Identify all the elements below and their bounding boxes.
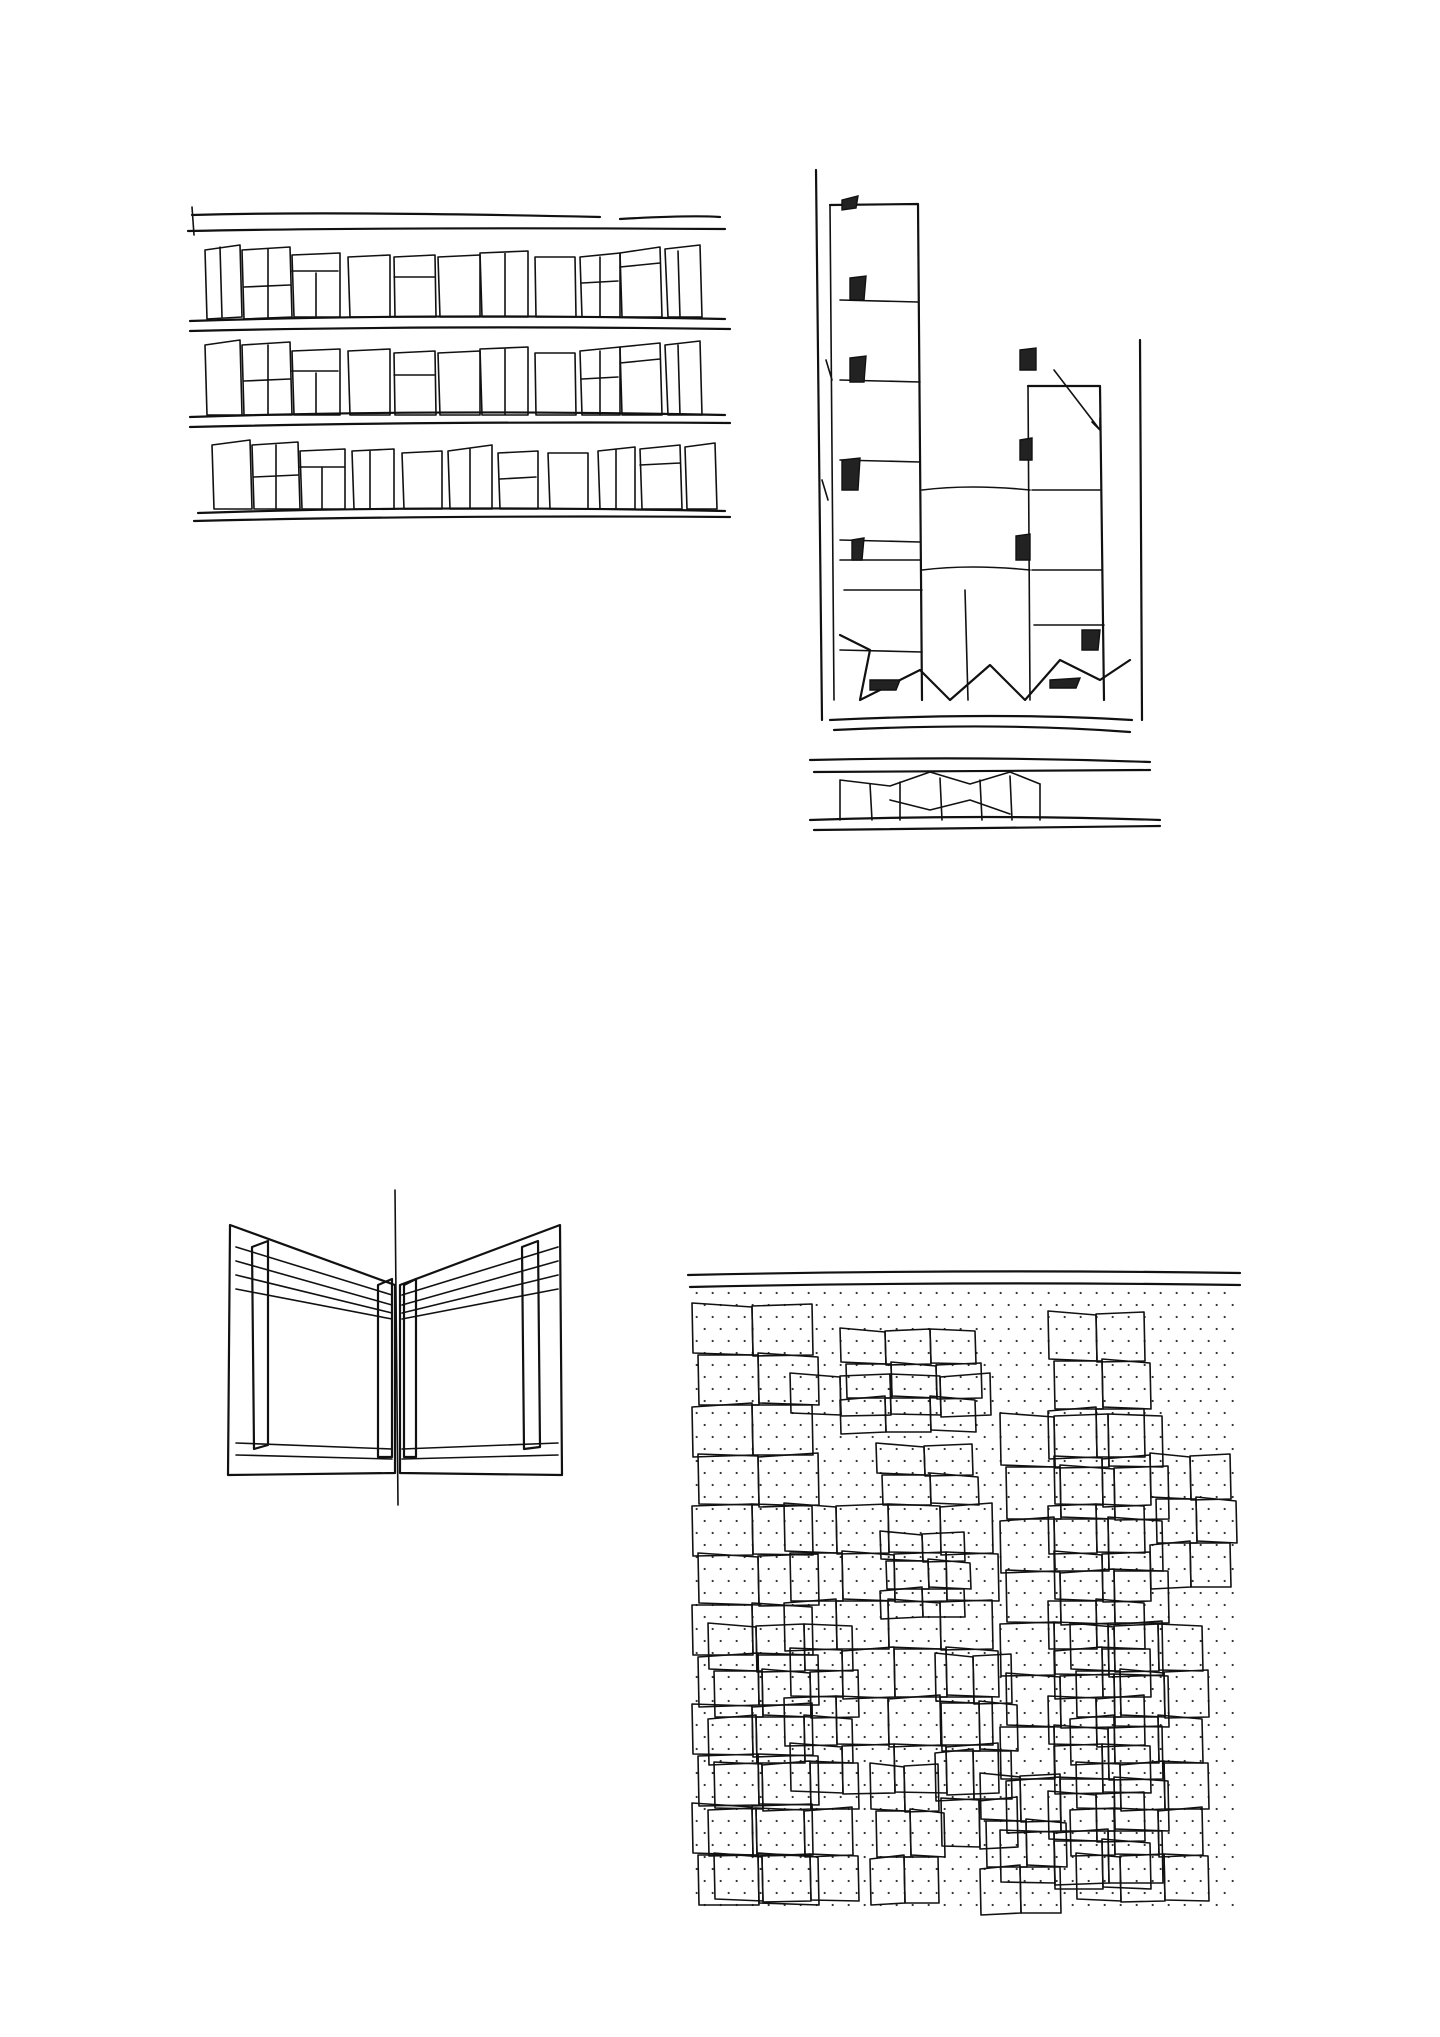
facade-panel (890, 1374, 941, 1415)
facade-panel (946, 1552, 999, 1601)
facade-panel (1150, 1453, 1191, 1499)
facade-panel (940, 1600, 993, 1650)
facade-panel (930, 1473, 979, 1505)
facade-panel (1006, 1570, 1061, 1623)
facade-panel (758, 1554, 819, 1606)
facade-panel (1054, 1829, 1109, 1885)
facade-panel (1000, 1727, 1055, 1779)
facade-panel (1060, 1569, 1115, 1625)
facade-panel (876, 1443, 925, 1475)
facade-panel (1158, 1715, 1203, 1763)
facade-panel (888, 1695, 941, 1747)
facade-panel (1060, 1674, 1115, 1728)
facade-panel (846, 1364, 892, 1398)
facade-panel (698, 1754, 759, 1806)
facade-panel (1150, 1541, 1191, 1589)
facade-panel (1114, 1717, 1159, 1763)
facade-panel (790, 1373, 841, 1415)
facade-panel (891, 1362, 937, 1398)
facade-panel (842, 1647, 895, 1699)
facade-panel (692, 1504, 753, 1556)
facade-panel (708, 1808, 757, 1856)
facade-panel (698, 1553, 759, 1605)
facade-panel (1054, 1647, 1103, 1699)
facade-panel (1164, 1670, 1209, 1718)
facade-panel (692, 1605, 753, 1655)
facade-panel (1102, 1359, 1151, 1409)
facade-panel (1048, 1504, 1097, 1554)
facade-panel (1114, 1571, 1169, 1623)
facade-panel (928, 1559, 971, 1589)
facade-panel (922, 1532, 965, 1562)
facade-panel (936, 1363, 982, 1399)
facade-panel (1054, 1361, 1103, 1409)
facade-panel (1120, 1761, 1165, 1811)
facade-panel (1164, 1763, 1209, 1809)
facade-panel (1054, 1414, 1109, 1468)
facade-panel (1054, 1725, 1109, 1779)
facade-panel (979, 1797, 1018, 1849)
facade-panel (940, 1503, 993, 1555)
facade-panel (940, 1373, 991, 1417)
facade-panel (876, 1811, 911, 1857)
facade-panel (714, 1853, 763, 1901)
perspective-sketch (210, 1185, 580, 1510)
facade-panel (904, 1857, 939, 1903)
facade-panel (810, 1670, 859, 1718)
facade-panel (758, 1453, 819, 1507)
facade-panel (1120, 1854, 1165, 1902)
facade-panel (708, 1715, 757, 1765)
facade-panel (762, 1669, 811, 1717)
facade-panel (910, 1809, 945, 1857)
facade-panel (758, 1353, 819, 1405)
facade-panel (1000, 1622, 1055, 1676)
facade-panel (1060, 1465, 1115, 1519)
facade-panel (708, 1623, 757, 1671)
facade-panel (692, 1803, 753, 1855)
facade-panel (804, 1807, 853, 1857)
facade-panel (885, 1329, 931, 1365)
facade-panel (810, 1763, 859, 1809)
facade-panel (924, 1444, 973, 1476)
facade-panel (784, 1503, 837, 1553)
facade-panel (904, 1764, 939, 1812)
pattern-sketch (680, 1265, 1245, 1925)
facade-panel (752, 1504, 813, 1555)
plan-sketch (800, 160, 1180, 850)
facade-panel (1006, 1777, 1061, 1833)
facade-panel (1054, 1519, 1109, 1571)
facade-panel (1006, 1467, 1061, 1519)
facade-panel (930, 1329, 976, 1364)
facade-panel (804, 1624, 853, 1671)
facade-panel (886, 1561, 929, 1589)
facade-panel (1096, 1312, 1145, 1362)
facade-panel (1114, 1466, 1169, 1520)
facade-panel (880, 1587, 923, 1619)
facade-panel (941, 1798, 980, 1847)
facade-panel (1164, 1854, 1209, 1901)
facade-panel (1114, 1777, 1169, 1831)
facade-panel (842, 1744, 895, 1794)
facade-panel (714, 1671, 763, 1717)
facade-panel (882, 1475, 931, 1505)
facade-panel (941, 1703, 980, 1751)
facade-panel (1108, 1414, 1163, 1467)
facade-panel (894, 1649, 947, 1697)
facade-panel (1108, 1726, 1163, 1780)
facade-panel (1054, 1551, 1103, 1601)
facade-panel (762, 1854, 811, 1902)
facade-panel (698, 1855, 759, 1905)
facade-panel (1000, 1413, 1055, 1467)
facade-panel (692, 1403, 753, 1457)
facade-panel (756, 1808, 805, 1855)
facade-panel (1158, 1807, 1203, 1857)
facade-panel (880, 1531, 923, 1561)
facade-panel (1006, 1673, 1061, 1727)
facade-panel (1054, 1841, 1103, 1889)
facade-panel (692, 1303, 753, 1355)
facade-panel (1054, 1744, 1103, 1794)
facade-panel (1060, 1779, 1115, 1831)
facade-panel (692, 1704, 753, 1755)
facade-panel (840, 1328, 886, 1364)
facade-panel (1076, 1853, 1121, 1901)
facade-panel (1158, 1624, 1203, 1671)
facade-panel (752, 1304, 813, 1356)
facade-panel (698, 1653, 759, 1707)
facade-panel (870, 1855, 905, 1905)
facade-panel (698, 1355, 759, 1405)
facade-panel (870, 1763, 905, 1811)
elevation-sketch (180, 195, 740, 540)
